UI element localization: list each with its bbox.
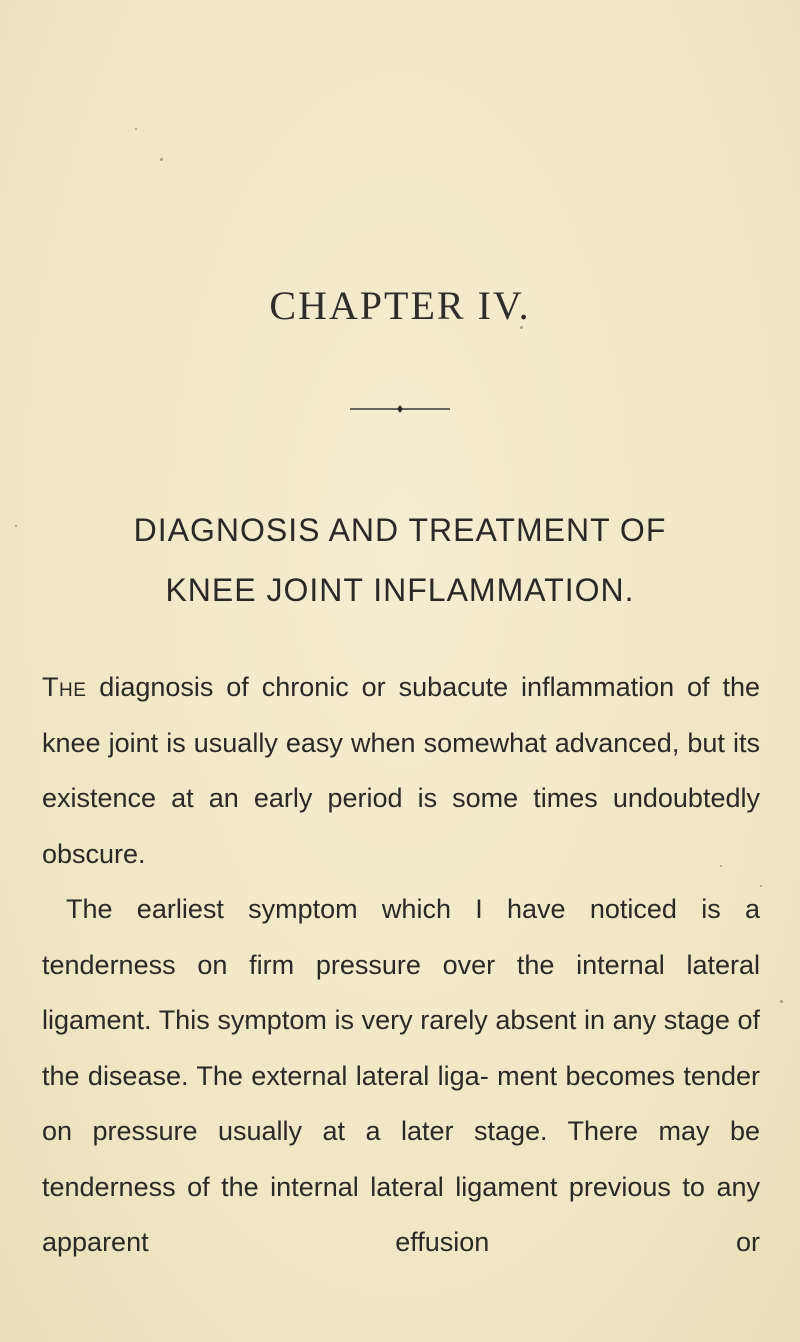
chapter-heading: CHAPTER IV. (269, 283, 531, 328)
paragraph-2: The earliest symptom which I have noticed is a tenderness on firm pressure over the internal lateral ligament. This symptom is very rarely absent in any stage of the disease. The external lateral liga- ment becomes tender on pressure usually at a later stage. There may be tenderness of the internal lateral ligament previous to any apparent effusion or (42, 894, 760, 1257)
chapter-title-line-1: DIAGNOSIS AND TREATMENT OF (133, 512, 667, 548)
body-text (42, 660, 760, 1271)
chapter-title-line-2: KNEE JOINT INFLAMMATION. (165, 572, 635, 608)
paragraph-1-text: diagnosis of chronic or subacute inflammation of the knee joint is usually easy when somewhat advanced, but its existence at an early period is some times undoubtedly obscure. (42, 672, 760, 869)
diamond-rule-icon (350, 404, 450, 414)
paragraph-lead-word: The (42, 672, 87, 702)
heading-divider-ornament (0, 404, 800, 414)
chapter-title (40, 500, 760, 620)
paragraph-1 (42, 660, 760, 882)
